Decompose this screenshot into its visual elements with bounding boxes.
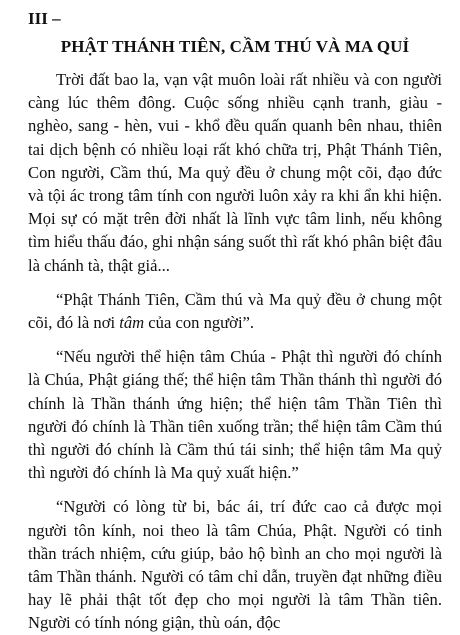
section-title: PHẬT THÁNH TIÊN, CẦM THÚ VÀ MA QUỈ <box>60 37 410 56</box>
quote-text-after: của con người”. <box>144 313 255 333</box>
quote-emphasis: tâm <box>119 313 145 333</box>
paragraph-manifestation: “Nếu người thể hiện tâm Chúa - Phật thì người đó chính là Chúa, Phật giáng thế; thể hiện tâm Thần thánh thì người đó chính là Thần thánh ứng hiện; thể hiện tâm Thần Tiên thì người đó chính là Thần tiên xuống trần; thể hiện tâm Cầm thú thì người đó chính là Cầm thú tái sinh; thể hiện tâm Ma quỷ thì người đó chính là Ma quỷ xuất hiện.” <box>28 347 442 483</box>
paragraph-intro: Trời đất bao la, vạn vật muôn loài rất nhiều và con người càng lúc thêm đông. Cuộc sống nhiều cạnh tranh, giàu - nghèo, sang - hèn, vui - khổ đều quấn quanh bên nhau, thiên tai dịch bệnh có nhiều loại rất khó chữa trị, Phật Thánh Tiên, Con người, Cầm thú, Ma quỷ đều ở chung một cõi, đạo đức và tội ác trong tâm tính con người luôn xảy ra khi ẩn khi hiện. Mọi sự có mặt trên đời nhất là lĩnh vực tâm linh, nếu không tìm hiểu thấu đáo, ghi nhận sáng suốt thì rất khó phân biệt đâu là chánh tà, thật giả... <box>28 70 442 275</box>
paragraph-quote-mind <box>28 288 442 334</box>
quote-text-before: “Phật Thánh Tiên, Cầm thú và Ma quỷ đều ở chung một cõi, đó là nơi <box>28 289 442 333</box>
paragraph-virtues: “Người có lòng từ bi, bác ái, trí đức cao cả được mọi người tôn kính, noi theo là tâm Chúa, Phật. Người có tinh thần trách nhiệm, cứu giúp, bảo hộ bình an cho mọi người là tâm Thần thánh. Người có tâm chỉ dẫn, truyền đạt những điều hay lẽ phải thật tốt đẹp cho mọi người là tâm Thần tiên. Người có tính nóng giận, thù oán, độc <box>28 497 442 633</box>
section-number: III – <box>28 9 61 28</box>
